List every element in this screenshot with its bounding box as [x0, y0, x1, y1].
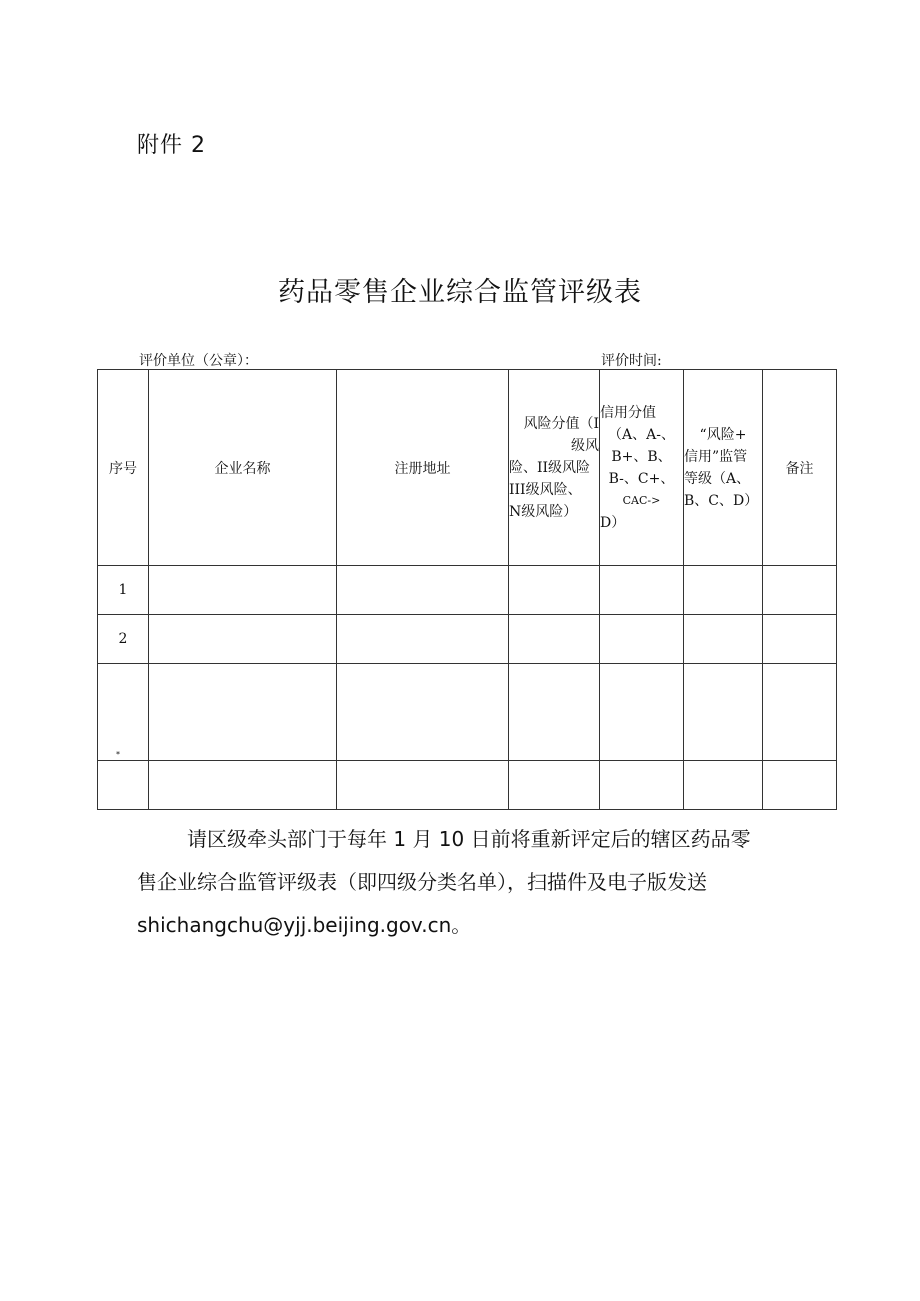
table-row [98, 615, 837, 664]
rating-table [97, 369, 837, 810]
credit-score-cell [600, 566, 684, 615]
row-seq [98, 664, 149, 761]
header-remark: 备注 [763, 370, 837, 566]
credit-score-cell [600, 664, 684, 761]
grade-cell [684, 664, 763, 761]
address-cell [337, 615, 509, 664]
grade-cell [684, 761, 763, 810]
address-cell [337, 566, 509, 615]
address-cell [337, 761, 509, 810]
row-seq [98, 761, 149, 810]
header-credit-line: （A、A-、 [608, 426, 675, 443]
credit-score-cell [600, 615, 684, 664]
header-risk-line: 级风 [571, 437, 599, 454]
table-row [98, 664, 837, 761]
evaluation-time-label: 评价时间: [601, 353, 662, 369]
header-risk-score [509, 370, 600, 566]
header-risk-line: 风险分值（I [523, 415, 599, 432]
header-risk-line: N级风险） [509, 503, 578, 520]
grade-cell [684, 615, 763, 664]
evaluation-unit-label: 评价单位（公章）： [139, 353, 258, 369]
table-row [98, 761, 837, 810]
risk-score-cell [509, 761, 600, 810]
instructions-line: 售企业综合监管评级表（即四级分类名单），扫描件及电子版发送 [137, 870, 707, 894]
risk-score-cell [509, 664, 600, 761]
header-risk-line: 险、II级风险 [509, 459, 591, 476]
header-risk-line: III级风险、 [509, 481, 582, 498]
header-credit-line: CAC-> [622, 493, 661, 507]
row-seq: 2 [98, 615, 149, 664]
company-name-cell [149, 761, 337, 810]
page-title: 药品零售企业综合监管评级表 [278, 277, 642, 308]
row-seq: 1 [98, 566, 149, 615]
header-credit-line: B+、B、 [611, 448, 672, 465]
grade-cell [684, 566, 763, 615]
instructions-line: 请区级牵头部门于每年 1 月 10 日前将重新评定后的辖区药品零 [187, 827, 751, 851]
remark-cell [763, 664, 837, 761]
submission-instructions [137, 818, 852, 947]
address-cell [337, 664, 509, 761]
table-header-row [98, 370, 837, 566]
remark-cell [763, 615, 837, 664]
header-company-name: 企业名称 [149, 370, 337, 566]
asterisk-mark: * [116, 750, 120, 759]
header-credit-line: D） [600, 514, 626, 531]
remark-cell [763, 566, 837, 615]
header-grade-line: 信用”监管 [684, 448, 748, 465]
remark-cell [763, 761, 837, 810]
table-row [98, 566, 837, 615]
header-supervision-grade [684, 370, 763, 566]
header-credit-score [600, 370, 684, 566]
header-grade-line: B、C、D） [684, 492, 759, 509]
header-seq: 序号 [98, 370, 149, 566]
header-registered-address: 注册地址 [337, 370, 509, 566]
company-name-cell [149, 615, 337, 664]
credit-score-cell [600, 761, 684, 810]
risk-score-cell [509, 566, 600, 615]
header-grade-line: “风险+ [699, 426, 747, 443]
company-name-cell [149, 566, 337, 615]
email-address: shichangchu@yjj.beijing.gov.cn。 [137, 913, 472, 937]
header-credit-line: 信用分值 [600, 404, 656, 421]
header-grade-line: 等级（A、 [684, 470, 751, 487]
risk-score-cell [509, 615, 600, 664]
header-credit-line: B-、C+、 [608, 470, 675, 487]
company-name-cell [149, 664, 337, 761]
attachment-label: 附件 2 [137, 133, 206, 158]
